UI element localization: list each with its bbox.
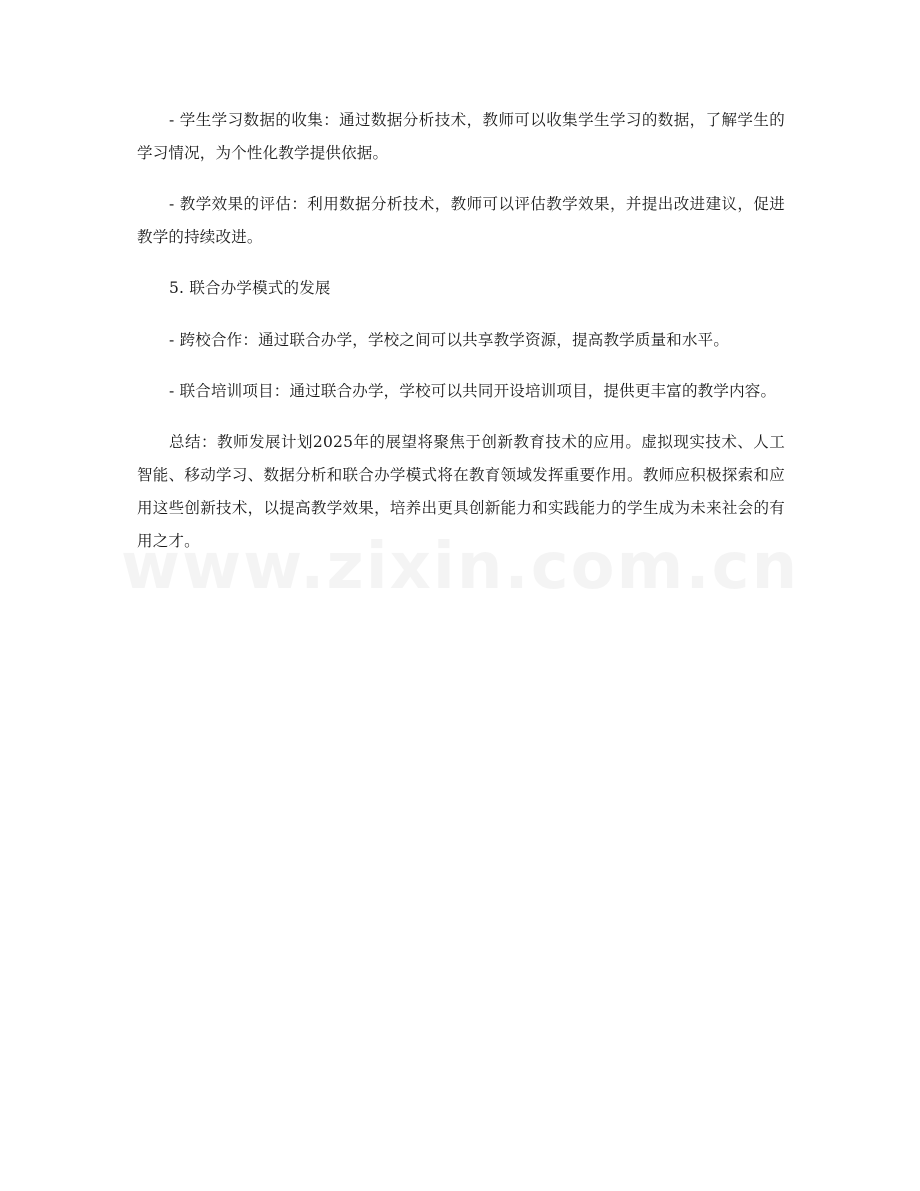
paragraph-cross-school-cooperation: - 跨校合作：通过联合办学，学校之间可以共享教学资源，提高教学质量和水平。 [169,331,730,349]
paragraph-data-collection: - 学生学习数据的收集：通过数据分析技术，教师可以收集学生学习的数据，了解学生的学习情况，为个性化教学提供依据。 [137,111,785,162]
paragraph-summary: 总结：教师发展计划2025年的展望将聚焦于创新教育技术的应用。虚拟现实技术、人工智能、移动学习、数据分析和联合办学模式将在教育领域发挥重要作用。教师应积极探索和应用这些创新技术，以提高教学效果，培养出更具创新能力和实践能力的学生成为未来社会的有用之才。 [137,433,785,550]
paragraph-teaching-evaluation: - 教学效果的评估：利用数据分析技术，教师可以评估教学效果，并提出改进建议，促进教学的持续改进。 [137,195,785,246]
paragraph-joint-training: - 联合培训项目：通过联合办学，学校可以共同开设培训项目，提供更丰富的教学内容。 [169,382,777,400]
section-heading-joint-schooling: 5. 联合办学模式的发展 [169,279,331,297]
document-body [137,104,785,576]
